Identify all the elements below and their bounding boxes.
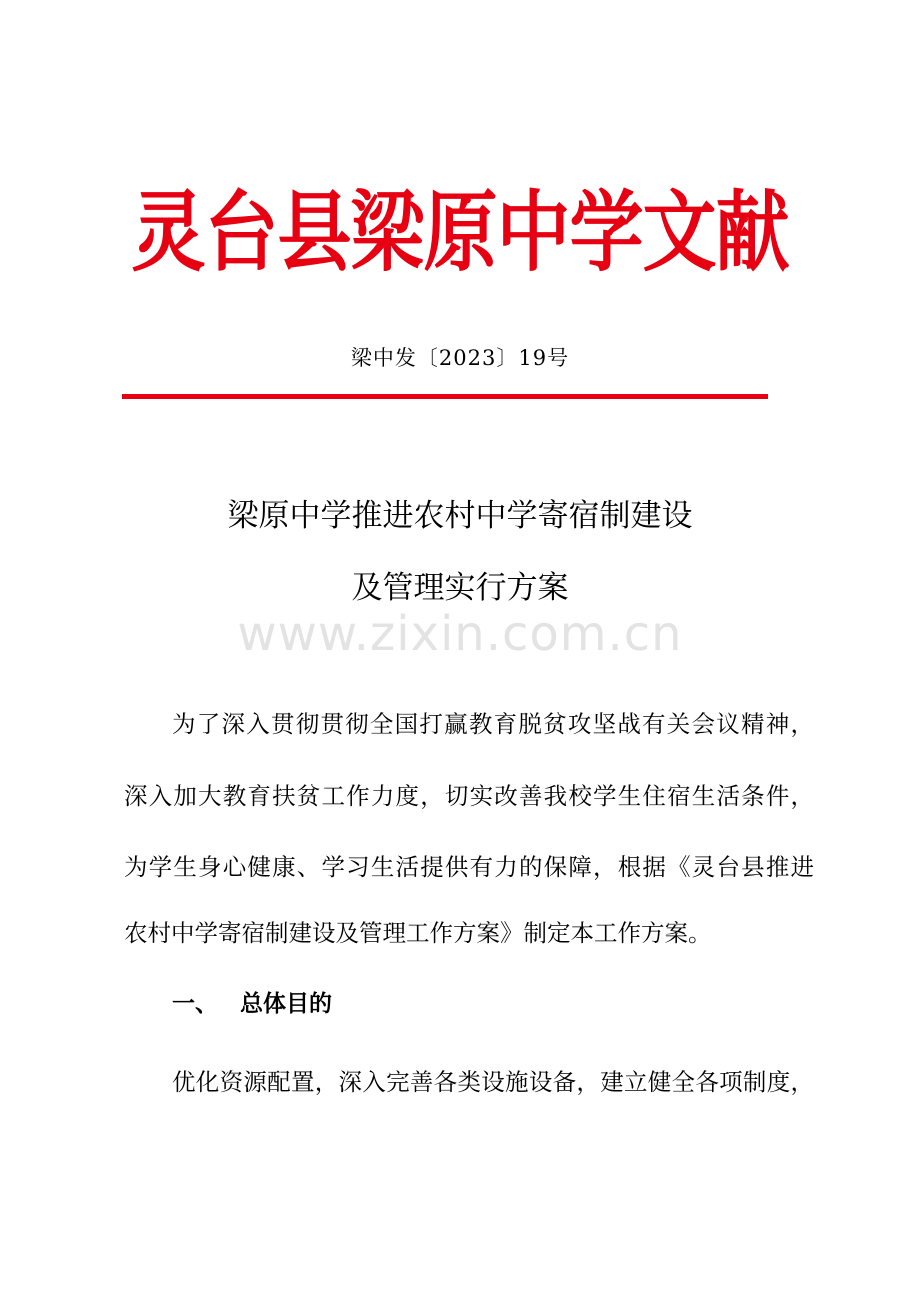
masthead-title: 灵台县梁原中学文献 (131, 182, 789, 284)
red-divider-line (122, 394, 768, 399)
paragraph-line: 为了深入贯彻贯彻全国打赢教育脱贫攻坚战有关会议精神， (172, 710, 814, 738)
section-number: 一、 (172, 991, 218, 1017)
section-heading (172, 984, 332, 1024)
document-title-line-2: 及管理实行方案 (351, 570, 569, 606)
watermark-text: www.zixin.com.cn (237, 606, 683, 662)
paragraph-line: 优化资源配置，深入完善各类设施设备，建立健全各项制度， (172, 1068, 814, 1096)
document-number: 梁中发〔2023〕19号 (350, 346, 570, 370)
paragraph-line: 为学生身心健康、学习生活提供有力的保障，根据《灵台县推进 (124, 853, 814, 881)
section-title: 总体目的 (240, 991, 332, 1017)
paragraph-line: 农村中学寄宿制建设及管理工作方案》制定本工作方案。 (124, 919, 712, 947)
paragraph-line: 深入加大教育扶贫工作力度，切实改善我校学生住宿生活条件， (124, 782, 814, 810)
document-title-line-1: 梁原中学推进农村中学寄宿制建设 (227, 498, 693, 534)
